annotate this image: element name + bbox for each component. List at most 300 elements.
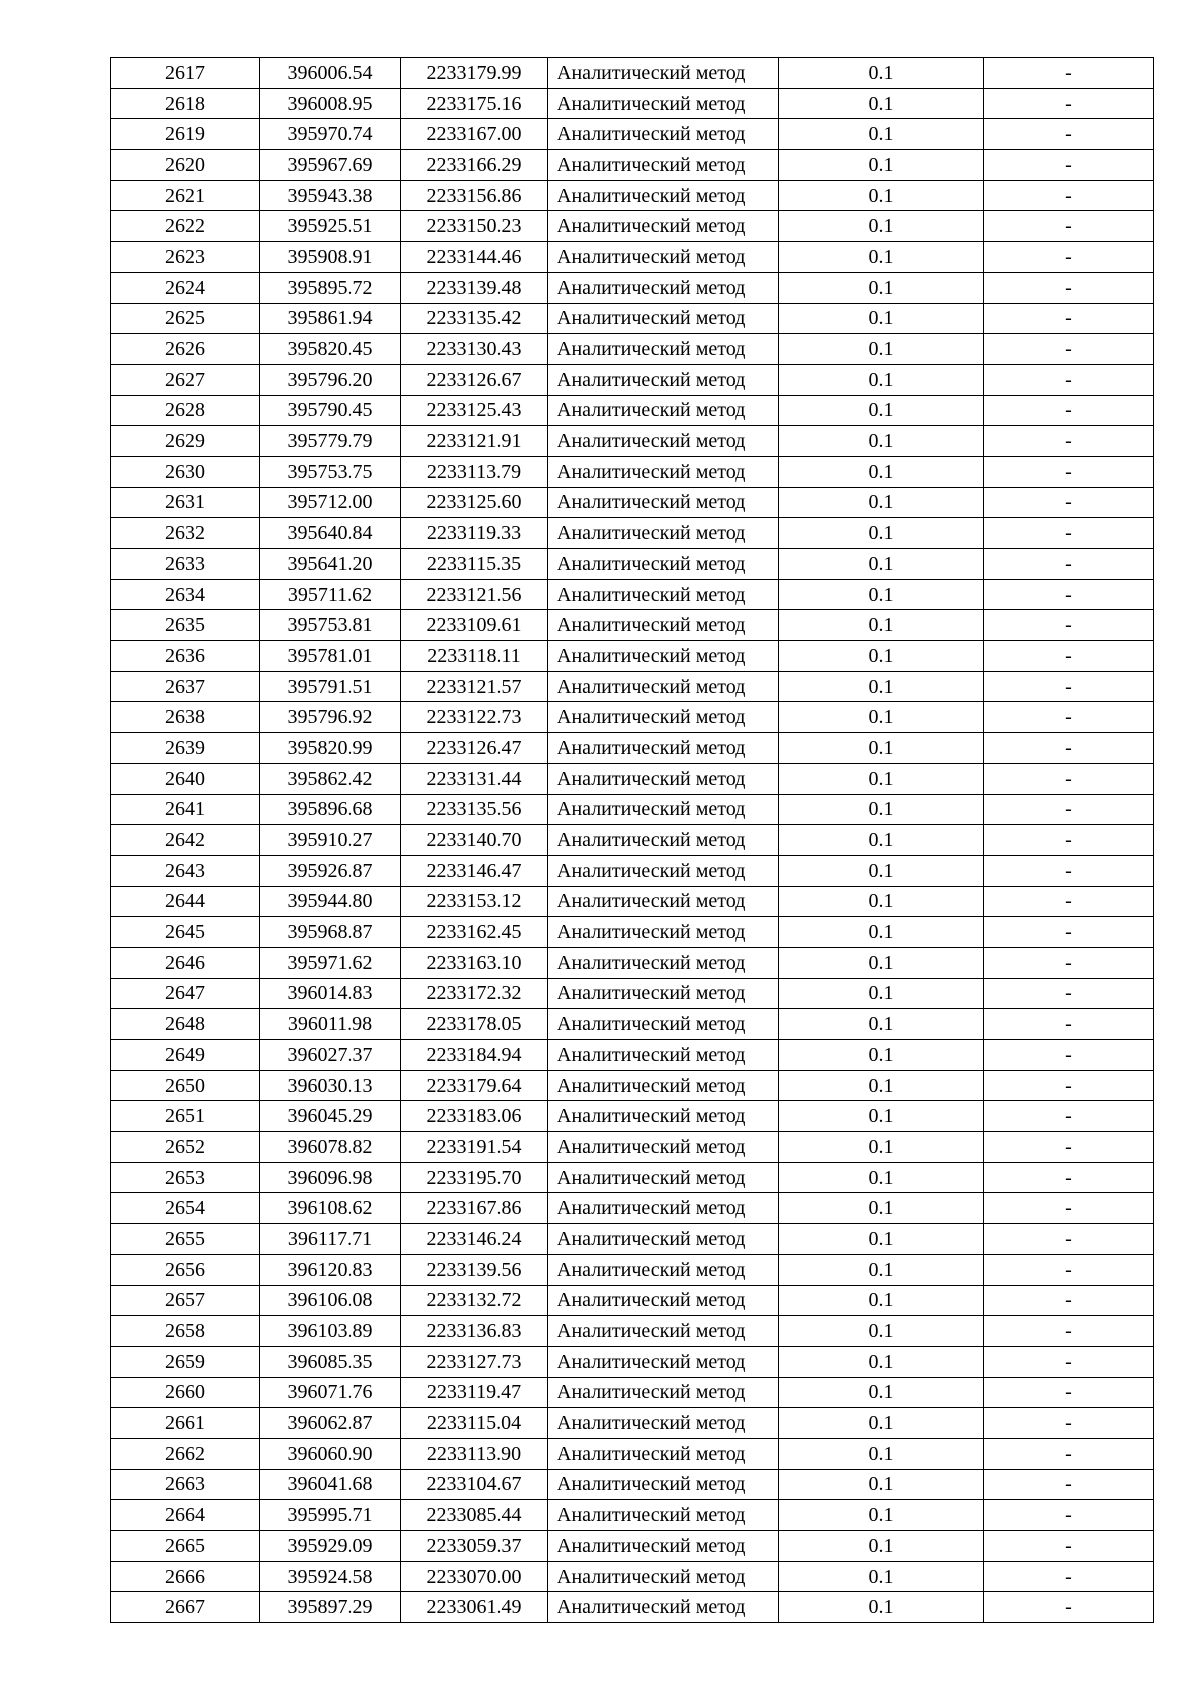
point-number-cell: 2657 (111, 1285, 260, 1316)
y-coordinate-cell: 2233119.33 (401, 518, 548, 549)
point-number-cell: 2621 (111, 180, 260, 211)
precision-cell: 0.1 (779, 1408, 984, 1439)
y-coordinate-cell: 2233113.79 (401, 456, 548, 487)
table-row (111, 1408, 1154, 1439)
table-row (111, 272, 1154, 303)
table-row (111, 733, 1154, 764)
y-coordinate-cell: 2233178.05 (401, 1009, 548, 1040)
note-cell: - (984, 1469, 1154, 1500)
precision-cell: 0.1 (779, 641, 984, 672)
x-coordinate-cell: 396006.54 (260, 58, 401, 89)
y-coordinate-cell: 2233122.73 (401, 702, 548, 733)
note-cell: - (984, 1101, 1154, 1132)
point-number-cell: 2651 (111, 1101, 260, 1132)
point-number-cell: 2629 (111, 426, 260, 457)
y-coordinate-cell: 2233125.43 (401, 395, 548, 426)
precision-cell: 0.1 (779, 1285, 984, 1316)
y-coordinate-cell: 2233127.73 (401, 1346, 548, 1377)
y-coordinate-cell: 2233184.94 (401, 1040, 548, 1071)
method-cell: Аналитический метод (548, 1285, 779, 1316)
note-cell: - (984, 242, 1154, 273)
x-coordinate-cell: 395641.20 (260, 549, 401, 580)
method-cell: Аналитический метод (548, 978, 779, 1009)
point-number-cell: 2665 (111, 1531, 260, 1562)
y-coordinate-cell: 2233121.56 (401, 579, 548, 610)
y-coordinate-cell: 2233175.16 (401, 88, 548, 119)
method-cell: Аналитический метод (548, 272, 779, 303)
table-row (111, 180, 1154, 211)
precision-cell: 0.1 (779, 334, 984, 365)
table-row (111, 395, 1154, 426)
table-row (111, 671, 1154, 702)
point-number-cell: 2618 (111, 88, 260, 119)
point-number-cell: 2664 (111, 1500, 260, 1531)
point-number-cell: 2658 (111, 1316, 260, 1347)
precision-cell: 0.1 (779, 610, 984, 641)
precision-cell: 0.1 (779, 671, 984, 702)
method-cell: Аналитический метод (548, 1316, 779, 1347)
note-cell: - (984, 641, 1154, 672)
table-row (111, 1592, 1154, 1623)
method-cell: Аналитический метод (548, 1040, 779, 1071)
note-cell: - (984, 1531, 1154, 1562)
point-number-cell: 2649 (111, 1040, 260, 1071)
y-coordinate-cell: 2233163.10 (401, 947, 548, 978)
method-cell: Аналитический метод (548, 518, 779, 549)
precision-cell: 0.1 (779, 1101, 984, 1132)
table-row (111, 364, 1154, 395)
y-coordinate-cell: 2233070.00 (401, 1561, 548, 1592)
precision-cell: 0.1 (779, 364, 984, 395)
note-cell: - (984, 549, 1154, 580)
table-row (111, 1070, 1154, 1101)
note-cell: - (984, 364, 1154, 395)
precision-cell: 0.1 (779, 1132, 984, 1163)
method-cell: Аналитический метод (548, 395, 779, 426)
point-number-cell: 2644 (111, 886, 260, 917)
x-coordinate-cell: 395711.62 (260, 579, 401, 610)
table-row (111, 88, 1154, 119)
precision-cell: 0.1 (779, 395, 984, 426)
table-row (111, 1009, 1154, 1040)
x-coordinate-cell: 395895.72 (260, 272, 401, 303)
method-cell: Аналитический метод (548, 1469, 779, 1500)
y-coordinate-cell: 2233162.45 (401, 917, 548, 948)
table-row (111, 518, 1154, 549)
point-number-cell: 2628 (111, 395, 260, 426)
note-cell: - (984, 1592, 1154, 1623)
x-coordinate-cell: 395944.80 (260, 886, 401, 917)
x-coordinate-cell: 396027.37 (260, 1040, 401, 1071)
x-coordinate-cell: 395995.71 (260, 1500, 401, 1531)
x-coordinate-cell: 395820.45 (260, 334, 401, 365)
precision-cell: 0.1 (779, 119, 984, 150)
y-coordinate-cell: 2233153.12 (401, 886, 548, 917)
method-cell: Аналитический метод (548, 211, 779, 242)
note-cell: - (984, 610, 1154, 641)
table-row (111, 58, 1154, 89)
precision-cell: 0.1 (779, 518, 984, 549)
note-cell: - (984, 579, 1154, 610)
note-cell: - (984, 487, 1154, 518)
point-number-cell: 2642 (111, 825, 260, 856)
point-number-cell: 2632 (111, 518, 260, 549)
table-row (111, 610, 1154, 641)
point-number-cell: 2660 (111, 1377, 260, 1408)
y-coordinate-cell: 2233085.44 (401, 1500, 548, 1531)
x-coordinate-cell: 396096.98 (260, 1162, 401, 1193)
method-cell: Аналитический метод (548, 702, 779, 733)
x-coordinate-cell: 395791.51 (260, 671, 401, 702)
table-row (111, 579, 1154, 610)
point-number-cell: 2643 (111, 855, 260, 886)
table-row (111, 150, 1154, 181)
method-cell: Аналитический метод (548, 886, 779, 917)
method-cell: Аналитический метод (548, 1408, 779, 1439)
point-number-cell: 2638 (111, 702, 260, 733)
point-number-cell: 2631 (111, 487, 260, 518)
table-row (111, 947, 1154, 978)
precision-cell: 0.1 (779, 1009, 984, 1040)
y-coordinate-cell: 2233113.90 (401, 1438, 548, 1469)
point-number-cell: 2663 (111, 1469, 260, 1500)
method-cell: Аналитический метод (548, 303, 779, 334)
method-cell: Аналитический метод (548, 1500, 779, 1531)
note-cell: - (984, 917, 1154, 948)
method-cell: Аналитический метод (548, 1070, 779, 1101)
table-row (111, 119, 1154, 150)
note-cell: - (984, 58, 1154, 89)
x-coordinate-cell: 395790.45 (260, 395, 401, 426)
y-coordinate-cell: 2233121.57 (401, 671, 548, 702)
note-cell: - (984, 426, 1154, 457)
table-row (111, 487, 1154, 518)
method-cell: Аналитический метод (548, 794, 779, 825)
x-coordinate-cell: 395897.29 (260, 1592, 401, 1623)
precision-cell: 0.1 (779, 855, 984, 886)
precision-cell: 0.1 (779, 1162, 984, 1193)
note-cell: - (984, 855, 1154, 886)
y-coordinate-cell: 2233195.70 (401, 1162, 548, 1193)
point-number-cell: 2623 (111, 242, 260, 273)
point-number-cell: 2653 (111, 1162, 260, 1193)
precision-cell: 0.1 (779, 917, 984, 948)
precision-cell: 0.1 (779, 947, 984, 978)
method-cell: Аналитический метод (548, 1101, 779, 1132)
point-number-cell: 2637 (111, 671, 260, 702)
y-coordinate-cell: 2233179.99 (401, 58, 548, 89)
x-coordinate-cell: 395781.01 (260, 641, 401, 672)
y-coordinate-cell: 2233136.83 (401, 1316, 548, 1347)
precision-cell: 0.1 (779, 1377, 984, 1408)
note-cell: - (984, 1224, 1154, 1255)
precision-cell: 0.1 (779, 579, 984, 610)
point-number-cell: 2630 (111, 456, 260, 487)
method-cell: Аналитический метод (548, 1132, 779, 1163)
table-row (111, 1469, 1154, 1500)
method-cell: Аналитический метод (548, 641, 779, 672)
table-row (111, 702, 1154, 733)
table-row (111, 1040, 1154, 1071)
method-cell: Аналитический метод (548, 1193, 779, 1224)
x-coordinate-cell: 395712.00 (260, 487, 401, 518)
note-cell: - (984, 1408, 1154, 1439)
point-number-cell: 2652 (111, 1132, 260, 1163)
precision-cell: 0.1 (779, 794, 984, 825)
method-cell: Аналитический метод (548, 1162, 779, 1193)
note-cell: - (984, 211, 1154, 242)
note-cell: - (984, 733, 1154, 764)
point-number-cell: 2645 (111, 917, 260, 948)
precision-cell: 0.1 (779, 1254, 984, 1285)
y-coordinate-cell: 2233119.47 (401, 1377, 548, 1408)
x-coordinate-cell: 395753.75 (260, 456, 401, 487)
precision-cell: 0.1 (779, 242, 984, 273)
table-row (111, 1561, 1154, 1592)
table-row (111, 978, 1154, 1009)
y-coordinate-cell: 2233130.43 (401, 334, 548, 365)
table-row (111, 1531, 1154, 1562)
precision-cell: 0.1 (779, 978, 984, 1009)
precision-cell: 0.1 (779, 1561, 984, 1592)
method-cell: Аналитический метод (548, 825, 779, 856)
table-row (111, 303, 1154, 334)
precision-cell: 0.1 (779, 1469, 984, 1500)
note-cell: - (984, 1316, 1154, 1347)
table-row (111, 1162, 1154, 1193)
precision-cell: 0.1 (779, 150, 984, 181)
table-row (111, 1285, 1154, 1316)
y-coordinate-cell: 2233146.47 (401, 855, 548, 886)
y-coordinate-cell: 2233140.70 (401, 825, 548, 856)
point-number-cell: 2667 (111, 1592, 260, 1623)
point-number-cell: 2619 (111, 119, 260, 150)
y-coordinate-cell: 2233172.32 (401, 978, 548, 1009)
y-coordinate-cell: 2233126.47 (401, 733, 548, 764)
method-cell: Аналитический метод (548, 671, 779, 702)
method-cell: Аналитический метод (548, 1254, 779, 1285)
x-coordinate-cell: 396062.87 (260, 1408, 401, 1439)
note-cell: - (984, 978, 1154, 1009)
y-coordinate-cell: 2233126.67 (401, 364, 548, 395)
precision-cell: 0.1 (779, 303, 984, 334)
method-cell: Аналитический метод (548, 855, 779, 886)
x-coordinate-cell: 396106.08 (260, 1285, 401, 1316)
x-coordinate-cell: 396011.98 (260, 1009, 401, 1040)
y-coordinate-cell: 2233132.72 (401, 1285, 548, 1316)
point-number-cell: 2656 (111, 1254, 260, 1285)
table-row (111, 456, 1154, 487)
coordinates-table-body (111, 58, 1154, 1623)
precision-cell: 0.1 (779, 1438, 984, 1469)
x-coordinate-cell: 396014.83 (260, 978, 401, 1009)
x-coordinate-cell: 395896.68 (260, 794, 401, 825)
note-cell: - (984, 1561, 1154, 1592)
note-cell: - (984, 886, 1154, 917)
note-cell: - (984, 456, 1154, 487)
precision-cell: 0.1 (779, 1500, 984, 1531)
point-number-cell: 2659 (111, 1346, 260, 1377)
y-coordinate-cell: 2233139.48 (401, 272, 548, 303)
note-cell: - (984, 1070, 1154, 1101)
precision-cell: 0.1 (779, 1193, 984, 1224)
note-cell: - (984, 518, 1154, 549)
method-cell: Аналитический метод (548, 1592, 779, 1623)
x-coordinate-cell: 395926.87 (260, 855, 401, 886)
x-coordinate-cell: 395779.79 (260, 426, 401, 457)
method-cell: Аналитический метод (548, 917, 779, 948)
x-coordinate-cell: 395970.74 (260, 119, 401, 150)
note-cell: - (984, 1040, 1154, 1071)
table-row (111, 855, 1154, 886)
method-cell: Аналитический метод (548, 549, 779, 580)
x-coordinate-cell: 395968.87 (260, 917, 401, 948)
point-number-cell: 2620 (111, 150, 260, 181)
table-row (111, 1101, 1154, 1132)
table-row (111, 1316, 1154, 1347)
precision-cell: 0.1 (779, 272, 984, 303)
point-number-cell: 2654 (111, 1193, 260, 1224)
method-cell: Аналитический метод (548, 242, 779, 273)
table-row (111, 1132, 1154, 1163)
precision-cell: 0.1 (779, 426, 984, 457)
method-cell: Аналитический метод (548, 334, 779, 365)
y-coordinate-cell: 2233166.29 (401, 150, 548, 181)
method-cell: Аналитический метод (548, 1009, 779, 1040)
point-number-cell: 2626 (111, 334, 260, 365)
precision-cell: 0.1 (779, 886, 984, 917)
method-cell: Аналитический метод (548, 1531, 779, 1562)
method-cell: Аналитический метод (548, 180, 779, 211)
note-cell: - (984, 1285, 1154, 1316)
note-cell: - (984, 180, 1154, 211)
method-cell: Аналитический метод (548, 1561, 779, 1592)
point-number-cell: 2646 (111, 947, 260, 978)
y-coordinate-cell: 2233135.42 (401, 303, 548, 334)
note-cell: - (984, 1438, 1154, 1469)
point-number-cell: 2640 (111, 763, 260, 794)
table-row (111, 917, 1154, 948)
table-row (111, 1224, 1154, 1255)
x-coordinate-cell: 396120.83 (260, 1254, 401, 1285)
point-number-cell: 2627 (111, 364, 260, 395)
y-coordinate-cell: 2233144.46 (401, 242, 548, 273)
x-coordinate-cell: 395908.91 (260, 242, 401, 273)
method-cell: Аналитический метод (548, 456, 779, 487)
point-number-cell: 2625 (111, 303, 260, 334)
x-coordinate-cell: 395925.51 (260, 211, 401, 242)
x-coordinate-cell: 396071.76 (260, 1377, 401, 1408)
note-cell: - (984, 150, 1154, 181)
method-cell: Аналитический метод (548, 119, 779, 150)
table-row (111, 763, 1154, 794)
y-coordinate-cell: 2233131.44 (401, 763, 548, 794)
method-cell: Аналитический метод (548, 88, 779, 119)
x-coordinate-cell: 396008.95 (260, 88, 401, 119)
note-cell: - (984, 334, 1154, 365)
precision-cell: 0.1 (779, 456, 984, 487)
y-coordinate-cell: 2233104.67 (401, 1469, 548, 1500)
note-cell: - (984, 395, 1154, 426)
note-cell: - (984, 1346, 1154, 1377)
table-row (111, 1500, 1154, 1531)
x-coordinate-cell: 395796.20 (260, 364, 401, 395)
y-coordinate-cell: 2233146.24 (401, 1224, 548, 1255)
point-number-cell: 2622 (111, 211, 260, 242)
note-cell: - (984, 119, 1154, 150)
x-coordinate-cell: 395967.69 (260, 150, 401, 181)
note-cell: - (984, 272, 1154, 303)
point-number-cell: 2634 (111, 579, 260, 610)
method-cell: Аналитический метод (548, 1224, 779, 1255)
point-number-cell: 2650 (111, 1070, 260, 1101)
method-cell: Аналитический метод (548, 733, 779, 764)
note-cell: - (984, 1193, 1154, 1224)
precision-cell: 0.1 (779, 1531, 984, 1562)
precision-cell: 0.1 (779, 58, 984, 89)
x-coordinate-cell: 395971.62 (260, 947, 401, 978)
method-cell: Аналитический метод (548, 1346, 779, 1377)
table-row (111, 242, 1154, 273)
y-coordinate-cell: 2233059.37 (401, 1531, 548, 1562)
x-coordinate-cell: 395640.84 (260, 518, 401, 549)
note-cell: - (984, 1132, 1154, 1163)
point-number-cell: 2648 (111, 1009, 260, 1040)
x-coordinate-cell: 395910.27 (260, 825, 401, 856)
x-coordinate-cell: 395943.38 (260, 180, 401, 211)
table-row (111, 426, 1154, 457)
y-coordinate-cell: 2233156.86 (401, 180, 548, 211)
method-cell: Аналитический метод (548, 1377, 779, 1408)
table-row (111, 641, 1154, 672)
table-row (111, 886, 1154, 917)
x-coordinate-cell: 395753.81 (260, 610, 401, 641)
point-number-cell: 2624 (111, 272, 260, 303)
note-cell: - (984, 794, 1154, 825)
precision-cell: 0.1 (779, 1592, 984, 1623)
y-coordinate-cell: 2233115.04 (401, 1408, 548, 1439)
table-row (111, 1346, 1154, 1377)
point-number-cell: 2636 (111, 641, 260, 672)
precision-cell: 0.1 (779, 211, 984, 242)
note-cell: - (984, 1500, 1154, 1531)
y-coordinate-cell: 2233150.23 (401, 211, 548, 242)
point-number-cell: 2641 (111, 794, 260, 825)
note-cell: - (984, 763, 1154, 794)
method-cell: Аналитический метод (548, 58, 779, 89)
y-coordinate-cell: 2233135.56 (401, 794, 548, 825)
y-coordinate-cell: 2233179.64 (401, 1070, 548, 1101)
precision-cell: 0.1 (779, 549, 984, 580)
x-coordinate-cell: 396117.71 (260, 1224, 401, 1255)
y-coordinate-cell: 2233118.11 (401, 641, 548, 672)
x-coordinate-cell: 395861.94 (260, 303, 401, 334)
y-coordinate-cell: 2233125.60 (401, 487, 548, 518)
table-row (111, 211, 1154, 242)
method-cell: Аналитический метод (548, 1438, 779, 1469)
x-coordinate-cell: 395924.58 (260, 1561, 401, 1592)
x-coordinate-cell: 396030.13 (260, 1070, 401, 1101)
note-cell: - (984, 88, 1154, 119)
x-coordinate-cell: 395862.42 (260, 763, 401, 794)
y-coordinate-cell: 2233121.91 (401, 426, 548, 457)
point-number-cell: 2666 (111, 1561, 260, 1592)
table-row (111, 825, 1154, 856)
table-row (111, 549, 1154, 580)
y-coordinate-cell: 2233139.56 (401, 1254, 548, 1285)
precision-cell: 0.1 (779, 180, 984, 211)
x-coordinate-cell: 395796.92 (260, 702, 401, 733)
